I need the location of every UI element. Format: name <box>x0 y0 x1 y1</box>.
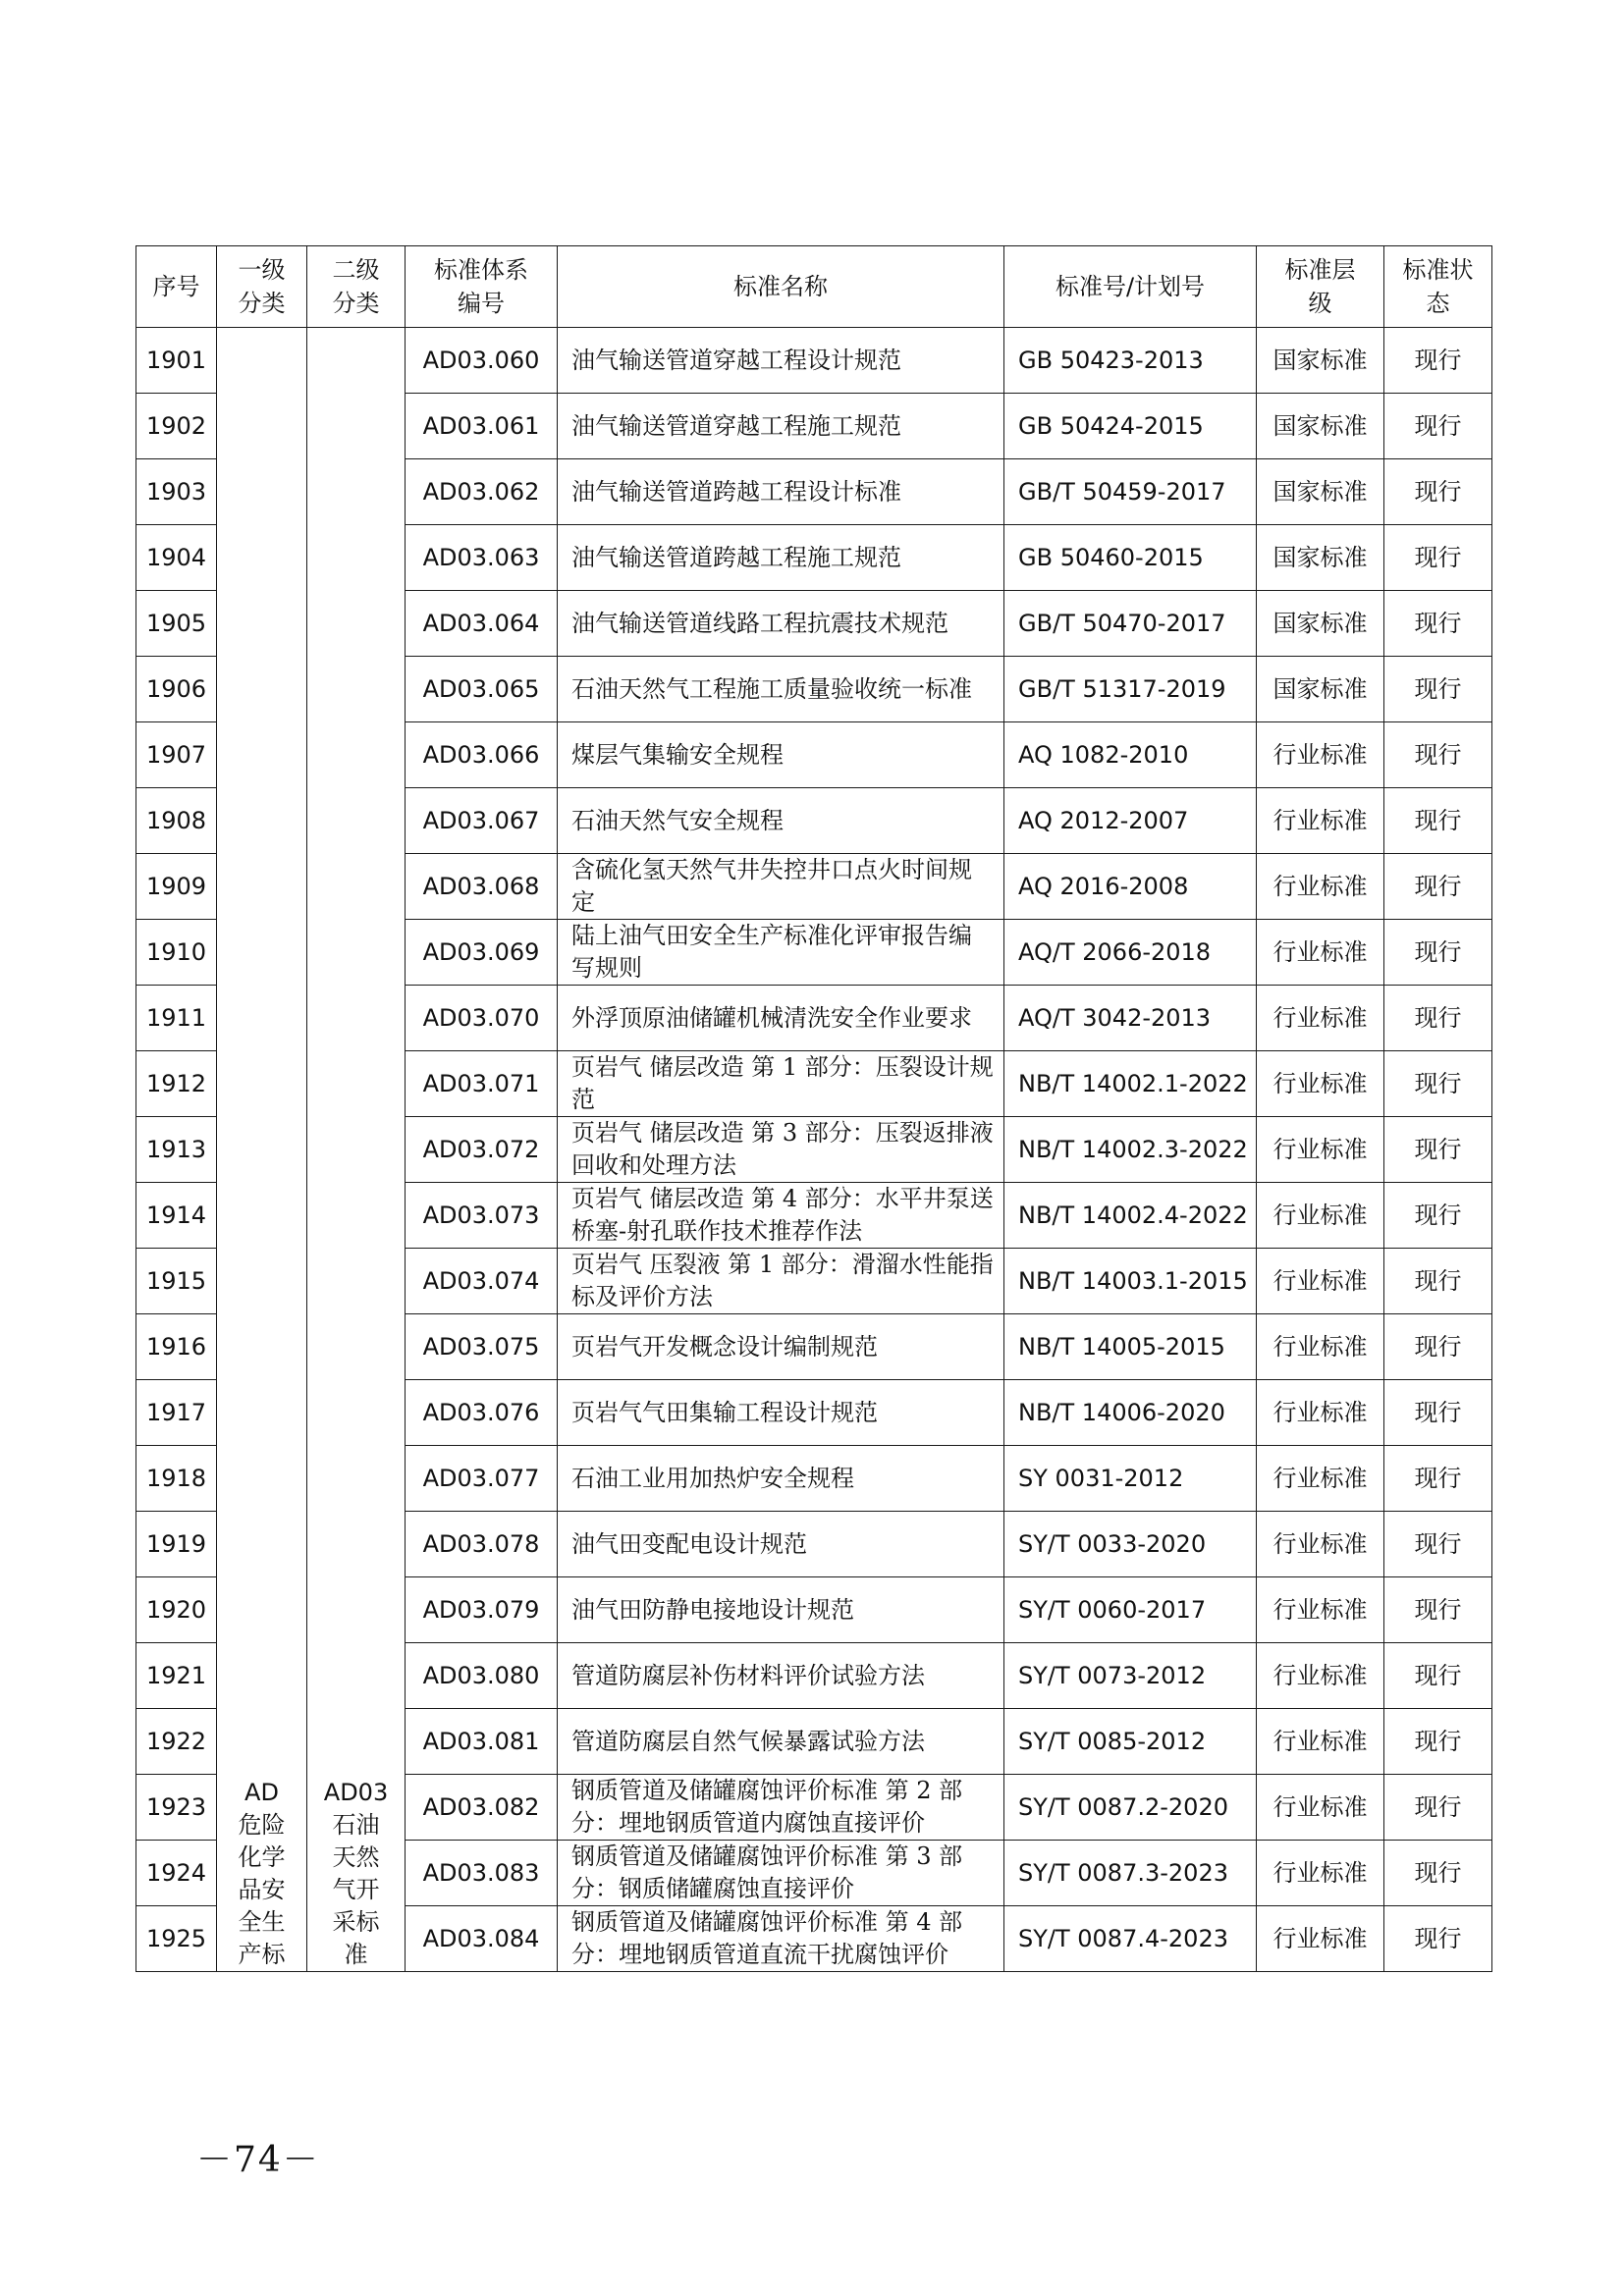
header-category2: 二级分类 <box>307 246 406 328</box>
row-index: 1905 <box>136 591 217 657</box>
row-system-code: AD03.083 <box>406 1841 558 1906</box>
row-index: 1923 <box>136 1775 217 1841</box>
row-status: 现行 <box>1384 788 1492 854</box>
header-category1: 一级分类 <box>217 246 307 328</box>
row-level: 行业标准 <box>1257 1643 1384 1709</box>
row-system-code: AD03.062 <box>406 459 558 525</box>
row-status: 现行 <box>1384 657 1492 722</box>
row-system-code: AD03.077 <box>406 1446 558 1512</box>
row-system-code: AD03.064 <box>406 591 558 657</box>
row-standard-number: AQ 1082-2010 <box>1004 722 1257 788</box>
header-level: 标准层级 <box>1257 246 1384 328</box>
row-standard-number: GB/T 50470-2017 <box>1004 591 1257 657</box>
row-standard-number: GB 50424-2015 <box>1004 394 1257 459</box>
row-index: 1912 <box>136 1051 217 1117</box>
header-status: 标准状态 <box>1384 246 1492 328</box>
row-level: 行业标准 <box>1257 1117 1384 1183</box>
row-system-code: AD03.060 <box>406 328 558 394</box>
row-index: 1902 <box>136 394 217 459</box>
row-status: 现行 <box>1384 459 1492 525</box>
row-standard-name: 钢质管道及储罐腐蚀评价标准 第 3 部分：钢质储罐腐蚀直接评价 <box>558 1841 1004 1906</box>
row-status: 现行 <box>1384 986 1492 1051</box>
standards-table <box>135 245 1492 1972</box>
row-system-code: AD03.069 <box>406 920 558 986</box>
row-system-code: AD03.071 <box>406 1051 558 1117</box>
table-row <box>136 328 1492 394</box>
row-system-code: AD03.068 <box>406 854 558 920</box>
row-standard-name: 页岩气 储层改造 第 3 部分：压裂返排液回收和处理方法 <box>558 1117 1004 1183</box>
row-system-code: AD03.066 <box>406 722 558 788</box>
row-standard-number: NB/T 14003.1-2015 <box>1004 1249 1257 1314</box>
row-level: 行业标准 <box>1257 1841 1384 1906</box>
row-status: 现行 <box>1384 722 1492 788</box>
row-level: 国家标准 <box>1257 657 1384 722</box>
row-status: 现行 <box>1384 1183 1492 1249</box>
row-index: 1924 <box>136 1841 217 1906</box>
row-level: 行业标准 <box>1257 920 1384 986</box>
row-level: 国家标准 <box>1257 591 1384 657</box>
row-status: 现行 <box>1384 1841 1492 1906</box>
row-index: 1909 <box>136 854 217 920</box>
row-index: 1925 <box>136 1906 217 1972</box>
row-standard-name: 油气输送管道跨越工程设计标准 <box>558 459 1004 525</box>
row-level: 行业标准 <box>1257 1446 1384 1512</box>
row-level: 行业标准 <box>1257 1775 1384 1841</box>
row-index: 1910 <box>136 920 217 986</box>
row-system-code: AD03.075 <box>406 1314 558 1380</box>
row-status: 现行 <box>1384 1249 1492 1314</box>
row-standard-name: 页岩气 压裂液 第 1 部分：滑溜水性能指标及评价方法 <box>558 1249 1004 1314</box>
row-standard-number: SY/T 0033-2020 <box>1004 1512 1257 1577</box>
row-system-code: AD03.072 <box>406 1117 558 1183</box>
row-standard-number: SY/T 0085-2012 <box>1004 1709 1257 1775</box>
row-status: 现行 <box>1384 591 1492 657</box>
row-standard-name: 煤层气集输安全规程 <box>558 722 1004 788</box>
row-system-code: AD03.078 <box>406 1512 558 1577</box>
category1-label: 危险化学品安全生产标 <box>238 1811 286 1968</box>
row-index: 1901 <box>136 328 217 394</box>
row-system-code: AD03.076 <box>406 1380 558 1446</box>
row-standard-number: NB/T 14002.4-2022 <box>1004 1183 1257 1249</box>
row-index: 1922 <box>136 1709 217 1775</box>
row-standard-name: 外浮顶原油储罐机械清洗安全作业要求 <box>558 986 1004 1051</box>
row-status: 现行 <box>1384 1906 1492 1972</box>
row-index: 1907 <box>136 722 217 788</box>
row-status: 现行 <box>1384 1709 1492 1775</box>
row-system-code: AD03.067 <box>406 788 558 854</box>
row-system-code: AD03.061 <box>406 394 558 459</box>
row-standard-name: 含硫化氢天然气井失控井口点火时间规定 <box>558 854 1004 920</box>
row-standard-name: 油气输送管道线路工程抗震技术规范 <box>558 591 1004 657</box>
page-number: －74－ <box>196 2140 320 2180</box>
row-level: 国家标准 <box>1257 328 1384 394</box>
row-standard-name: 油气输送管道跨越工程施工规范 <box>558 525 1004 591</box>
row-standard-name: 管道防腐层自然气候暴露试验方法 <box>558 1709 1004 1775</box>
row-level: 行业标准 <box>1257 1709 1384 1775</box>
table-header-row <box>136 246 1492 328</box>
row-standard-number: NB/T 14002.3-2022 <box>1004 1117 1257 1183</box>
row-index: 1908 <box>136 788 217 854</box>
row-index: 1915 <box>136 1249 217 1314</box>
row-level: 行业标准 <box>1257 1380 1384 1446</box>
row-standard-name: 油气田防静电接地设计规范 <box>558 1577 1004 1643</box>
row-status: 现行 <box>1384 328 1492 394</box>
header-standard-number: 标准号/计划号 <box>1004 246 1257 328</box>
row-standard-number: NB/T 14005-2015 <box>1004 1314 1257 1380</box>
row-status: 现行 <box>1384 1512 1492 1577</box>
row-standard-number: AQ/T 2066-2018 <box>1004 920 1257 986</box>
row-standard-name: 陆上油气田安全生产标准化评审报告编写规则 <box>558 920 1004 986</box>
row-status: 现行 <box>1384 394 1492 459</box>
row-system-code: AD03.081 <box>406 1709 558 1775</box>
row-status: 现行 <box>1384 1314 1492 1380</box>
row-standard-number: NB/T 14002.1-2022 <box>1004 1051 1257 1117</box>
row-level: 行业标准 <box>1257 1183 1384 1249</box>
row-standard-number: GB 50423-2013 <box>1004 328 1257 394</box>
row-index: 1914 <box>136 1183 217 1249</box>
row-status: 现行 <box>1384 854 1492 920</box>
category2-cell <box>307 328 406 1972</box>
row-system-code: AD03.070 <box>406 986 558 1051</box>
row-standard-number: GB 50460-2015 <box>1004 525 1257 591</box>
category1-cell <box>217 328 307 1972</box>
row-system-code: AD03.082 <box>406 1775 558 1841</box>
row-system-code: AD03.084 <box>406 1906 558 1972</box>
row-index: 1916 <box>136 1314 217 1380</box>
row-standard-number: SY/T 0087.4-2023 <box>1004 1906 1257 1972</box>
row-status: 现行 <box>1384 1117 1492 1183</box>
row-index: 1921 <box>136 1643 217 1709</box>
row-status: 现行 <box>1384 1446 1492 1512</box>
row-index: 1920 <box>136 1577 217 1643</box>
row-standard-number: GB/T 51317-2019 <box>1004 657 1257 722</box>
row-status: 现行 <box>1384 1775 1492 1841</box>
row-index: 1906 <box>136 657 217 722</box>
row-standard-name: 油气输送管道穿越工程施工规范 <box>558 394 1004 459</box>
row-level: 国家标准 <box>1257 394 1384 459</box>
row-index: 1918 <box>136 1446 217 1512</box>
row-level: 行业标准 <box>1257 788 1384 854</box>
row-standard-name: 钢质管道及储罐腐蚀评价标准 第 2 部分：埋地钢质管道内腐蚀直接评价 <box>558 1775 1004 1841</box>
row-system-code: AD03.080 <box>406 1643 558 1709</box>
row-standard-name: 钢质管道及储罐腐蚀评价标准 第 4 部分：埋地钢质管道直流干扰腐蚀评价 <box>558 1906 1004 1972</box>
header-index: 序号 <box>136 246 217 328</box>
row-standard-name: 页岩气 储层改造 第 1 部分：压裂设计规范 <box>558 1051 1004 1117</box>
row-system-code: AD03.074 <box>406 1249 558 1314</box>
row-standard-name: 管道防腐层补伤材料评价试验方法 <box>558 1643 1004 1709</box>
row-level: 国家标准 <box>1257 459 1384 525</box>
row-index: 1913 <box>136 1117 217 1183</box>
row-standard-name: 页岩气气田集输工程设计规范 <box>558 1380 1004 1446</box>
row-index: 1917 <box>136 1380 217 1446</box>
row-standard-number: SY/T 0073-2012 <box>1004 1643 1257 1709</box>
row-standard-name: 石油工业用加热炉安全规程 <box>558 1446 1004 1512</box>
row-level: 行业标准 <box>1257 1051 1384 1117</box>
row-level: 行业标准 <box>1257 1249 1384 1314</box>
row-level: 行业标准 <box>1257 1577 1384 1643</box>
row-standard-number: SY/T 0087.2-2020 <box>1004 1775 1257 1841</box>
row-status: 现行 <box>1384 1051 1492 1117</box>
row-status: 现行 <box>1384 1577 1492 1643</box>
row-standard-number: SY 0031-2012 <box>1004 1446 1257 1512</box>
row-level: 行业标准 <box>1257 854 1384 920</box>
row-standard-name: 油气田变配电设计规范 <box>558 1512 1004 1577</box>
row-status: 现行 <box>1384 525 1492 591</box>
category1-code: AD <box>244 1779 279 1806</box>
row-level: 行业标准 <box>1257 1512 1384 1577</box>
category2-code: AD03 <box>323 1779 389 1806</box>
row-standard-number: SY/T 0060-2017 <box>1004 1577 1257 1643</box>
row-level: 行业标准 <box>1257 1906 1384 1972</box>
row-standard-name: 石油天然气工程施工质量验收统一标准 <box>558 657 1004 722</box>
row-system-code: AD03.079 <box>406 1577 558 1643</box>
row-level: 行业标准 <box>1257 1314 1384 1380</box>
category2-label: 石油天然气开采标准 <box>332 1811 380 1968</box>
row-system-code: AD03.073 <box>406 1183 558 1249</box>
table-body <box>136 328 1492 1972</box>
row-status: 现行 <box>1384 1643 1492 1709</box>
row-status: 现行 <box>1384 1380 1492 1446</box>
row-standard-name: 页岩气开发概念设计编制规范 <box>558 1314 1004 1380</box>
row-standard-number: SY/T 0087.3-2023 <box>1004 1841 1257 1906</box>
row-standard-number: GB/T 50459-2017 <box>1004 459 1257 525</box>
row-level: 行业标准 <box>1257 986 1384 1051</box>
row-standard-name: 石油天然气安全规程 <box>558 788 1004 854</box>
row-system-code: AD03.065 <box>406 657 558 722</box>
row-standard-number: AQ 2016-2008 <box>1004 854 1257 920</box>
header-system-code: 标准体系编号 <box>406 246 558 328</box>
row-index: 1903 <box>136 459 217 525</box>
row-index: 1904 <box>136 525 217 591</box>
row-level: 国家标准 <box>1257 525 1384 591</box>
row-status: 现行 <box>1384 920 1492 986</box>
row-standard-number: NB/T 14006-2020 <box>1004 1380 1257 1446</box>
header-standard-name: 标准名称 <box>558 246 1004 328</box>
row-index: 1919 <box>136 1512 217 1577</box>
row-level: 行业标准 <box>1257 722 1384 788</box>
row-system-code: AD03.063 <box>406 525 558 591</box>
row-standard-number: AQ 2012-2007 <box>1004 788 1257 854</box>
row-standard-name: 油气输送管道穿越工程设计规范 <box>558 328 1004 394</box>
row-index: 1911 <box>136 986 217 1051</box>
row-standard-name: 页岩气 储层改造 第 4 部分：水平井泵送桥塞-射孔联作技术推荐作法 <box>558 1183 1004 1249</box>
row-standard-number: AQ/T 3042-2013 <box>1004 986 1257 1051</box>
